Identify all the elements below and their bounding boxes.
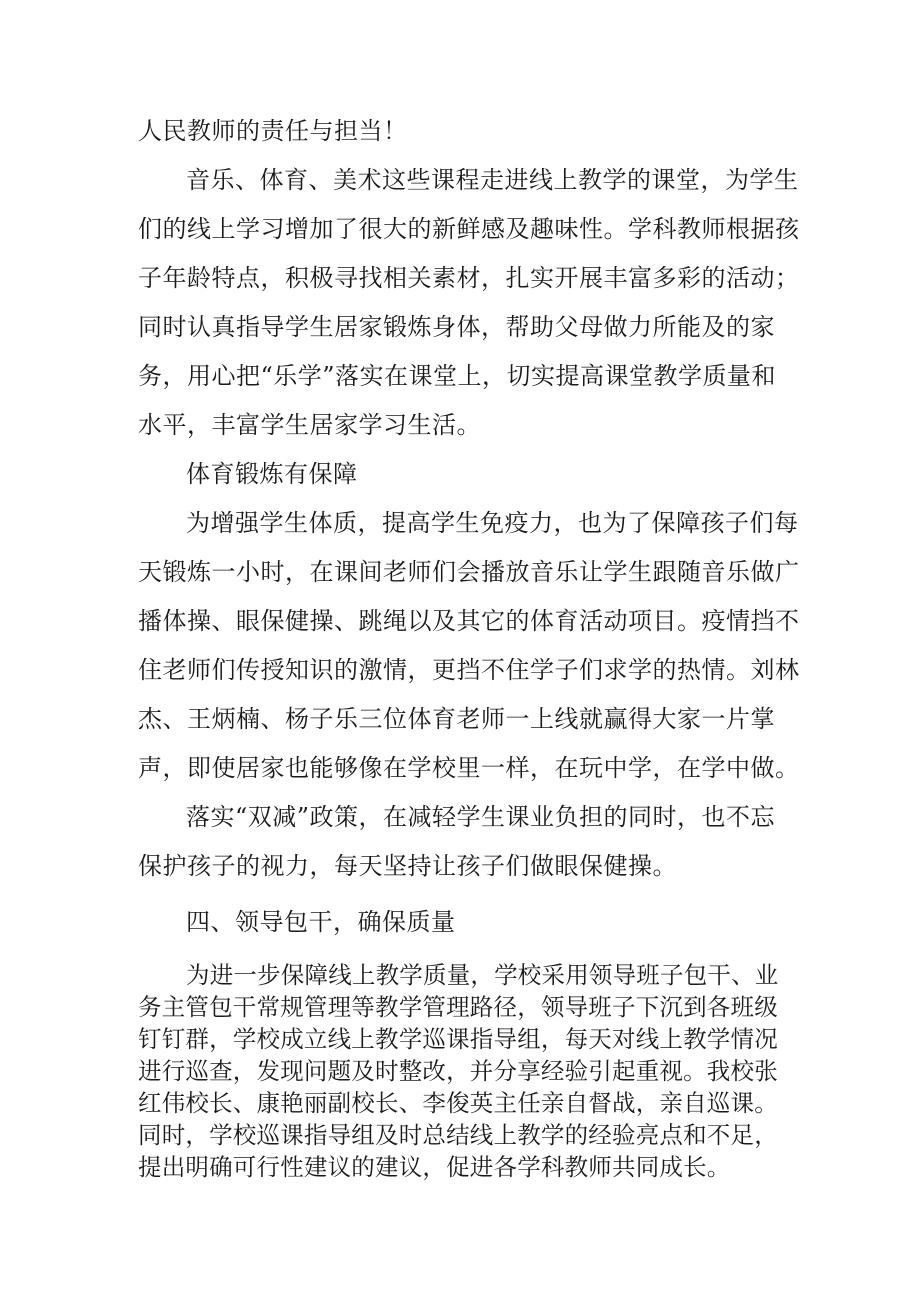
paragraph-line: 进行巡查，发现问题及时整改，并分享经验引起重视。我校张: [138, 1057, 778, 1085]
section-heading: 四、领导包干，确保质量: [186, 908, 456, 936]
section-heading: 体育锻炼有保障: [186, 460, 358, 488]
paragraph-line: 水平，丰富学生居家学习生活。: [138, 411, 481, 439]
paragraph-line: 为增强学生体质，提高学生免疫力，也为了保障孩子们每: [186, 509, 799, 537]
paragraph-line: 务主管包干常规管理等教学管理路径，领导班子下沉到各班级: [138, 993, 778, 1021]
paragraph-line: 住老师们传授知识的激情，更挡不住学子们求学的热情。刘林: [138, 656, 800, 684]
paragraph-line: 提出明确可行性建议的建议，促进各学科教师共同成长。: [138, 1153, 731, 1181]
paragraph-line: 子年龄特点，积极寻找相关素材，扎实开展丰富多彩的活动；: [138, 264, 800, 292]
paragraph-line: 钉钉群，学校成立线上教学巡课指导组，每天对线上教学情况: [138, 1025, 778, 1053]
paragraph-line: 落实“双减”政策，在减轻学生课业负担的同时，也不忘: [186, 803, 776, 831]
paragraph-line: 同时认真指导学生居家锻炼身体，帮助父母做力所能及的家: [138, 313, 775, 341]
paragraph-line: 音乐、体育、美术这些课程走进线上教学的课堂，为学生: [186, 166, 799, 194]
paragraph-line: 播体操、眼保健操、跳绳以及其它的体育活动项目。疫情挡不: [138, 607, 800, 635]
paragraph-line: 天锻炼一小时，在课间老师们会播放音乐让学生跟随音乐做广: [138, 558, 800, 586]
paragraph-line: 同时，学校巡课指导组及时总结线上教学的经验亮点和不足，: [138, 1121, 778, 1149]
paragraph-line: 杰、王炳楠、杨子乐三位体育老师一上线就赢得大家一片掌: [138, 705, 775, 733]
paragraph-line: 为进一步保障线上教学质量，学校采用领导班子包干、业: [186, 961, 779, 989]
paragraph-line: 保护孩子的视力，每天坚持让孩子们做眼保健操。: [138, 852, 677, 880]
paragraph-line: 们的线上学习增加了很大的新鲜感及趣味性。学科教师根据孩: [138, 215, 800, 243]
paragraph-line: 务，用心把“乐学”落实在课堂上，切实提高课堂教学质量和: [138, 362, 777, 390]
paragraph-line: 人民教师的责任与担当！: [138, 117, 408, 145]
paragraph-line: 红伟校长、康艳丽副校长、李俊英主任亲自督战，亲自巡课。: [138, 1089, 778, 1117]
paragraph-line: 声，即使居家也能够像在学校里一样，在玩中学，在学中做。: [138, 754, 800, 782]
